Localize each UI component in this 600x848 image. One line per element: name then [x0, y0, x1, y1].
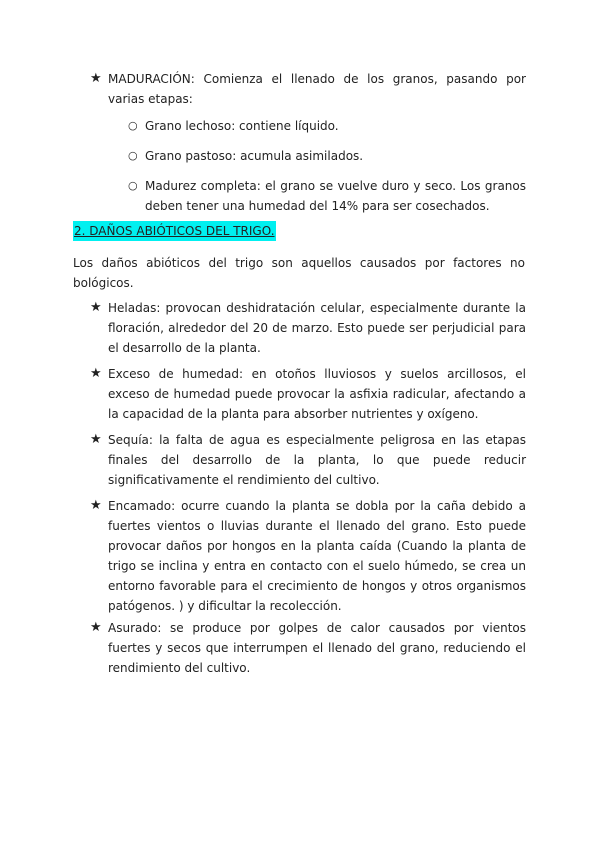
star-bullet-icon: ★ — [90, 366, 102, 381]
damage-item-heladas: Heladas: provocan deshidratación celular, especialmente durante la floración, alrededor del 20 de marzo. Esto puede ser perjudicial para el desarrollo de la planta. — [108, 301, 526, 355]
star-bullet-icon: ★ — [90, 300, 102, 315]
damage-item-encamado: Encamado: ocurre cuando la planta se dobla por la caña debido a fuertes vientos o lluvias durante el llenado del grano. Esto puede provocar daños por hongos en la planta caída (Cuando la planta de trigo se inclina y entra en contacto con el suelo húmedo, se crea un entorno favorable para el crecimiento de hongos y otros organismos patógenos. ) y dificultar la recolección. — [108, 499, 526, 613]
damage-item-humedad: Exceso de humedad: en otoños lluviosos y suelos arcillosos, el exceso de humedad puede provocar la asfixia radicular, afectando a la capacidad de la planta para absorber nutrientes y oxígeno. — [108, 367, 526, 421]
damage-item-asurado: Asurado: se produce por golpes de calor causados por vientos fuertes y secos que interrumpen el llenado del grano, reduciendo el rendimiento del cultivo. — [108, 621, 526, 675]
star-bullet-icon: ★ — [90, 498, 102, 513]
star-bullet-icon: ★ — [90, 71, 102, 86]
circle-bullet-icon: ○ — [128, 179, 138, 192]
circle-bullet-icon: ○ — [128, 119, 138, 132]
damage-item-sequia: Sequía: la falta de agua es especialmente peligrosa en las etapas finales del desarrollo de la planta, lo que puede reducir significativamente el rendimiento del cultivo. — [108, 433, 526, 487]
star-bullet-icon: ★ — [90, 620, 102, 635]
intro-paragraph: Los daños abióticos del trigo son aquellos causados por factores no bológicos. — [73, 256, 525, 290]
star-bullet-icon: ★ — [90, 432, 102, 447]
section-heading: 2. DAÑOS ABIÓTICOS DEL TRIGO. — [73, 221, 276, 241]
stage-item: Grano pastoso: acumula asimilados. — [145, 149, 364, 163]
stage-item: Grano lechoso: contiene líquido. — [145, 119, 339, 133]
circle-bullet-icon: ○ — [128, 149, 138, 162]
maduracion-item: MADURACIÓN: Comienza el llenado de los granos, pasando por varias etapas: — [108, 72, 526, 106]
stage-item: Madurez completa: el grano se vuelve duro y seco. Los granos deben tener una humedad del 14% para ser cosechados. — [145, 179, 526, 213]
